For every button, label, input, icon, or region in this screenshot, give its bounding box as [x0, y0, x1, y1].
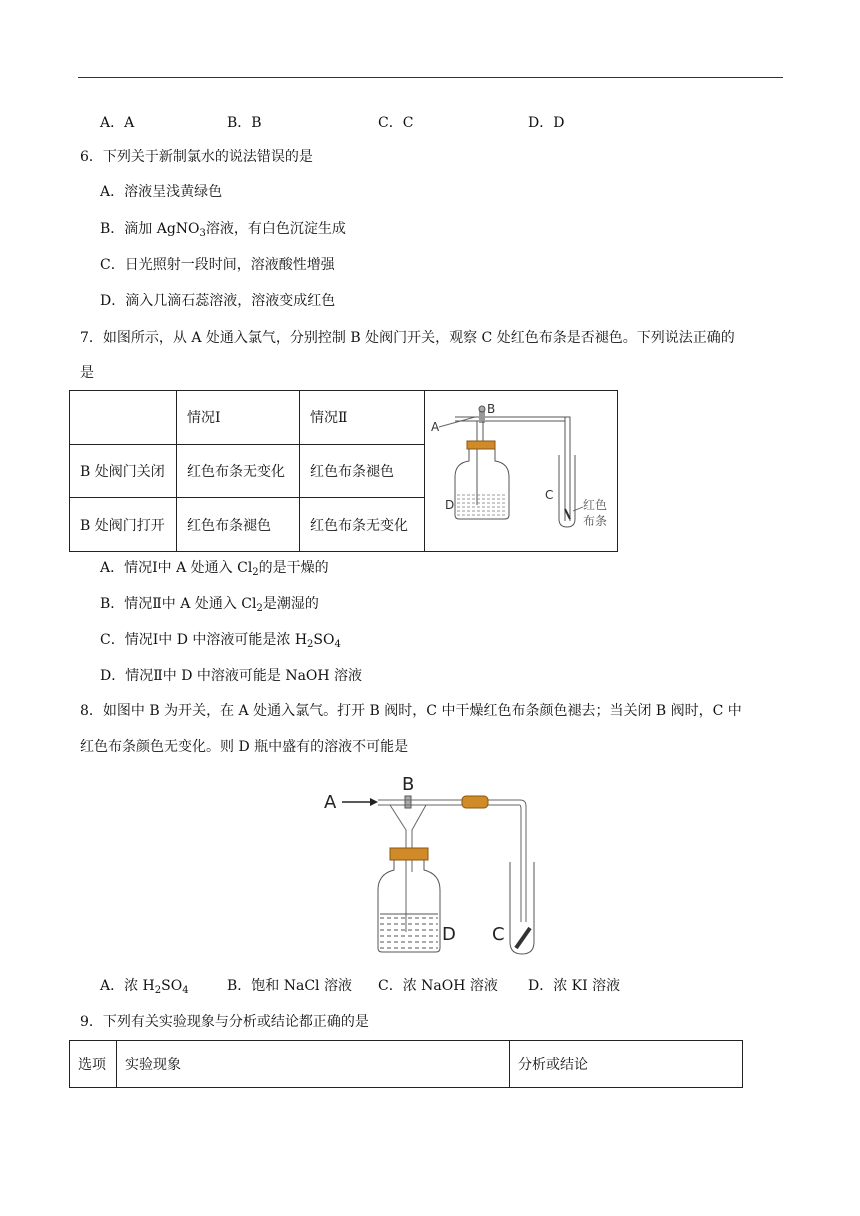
q6-option-c: C．日光照射一段时间，溶液酸性增强 — [100, 257, 335, 273]
q7-stem-line2: 是 — [80, 365, 94, 381]
q5-option-b: B．B — [227, 115, 262, 131]
q8-option-a: A．浓 $H_2SO_4$ — [100, 978, 189, 996]
q8-label-a: A — [324, 792, 337, 813]
q6-option-a: A．溶液呈浅黄绿色 — [100, 184, 223, 200]
q7-option-b: B．情况Ⅱ中 A 处通入 $Cl_2$是潮湿的 — [100, 596, 319, 614]
q7-label-cloth: 布条 — [583, 514, 608, 528]
q5-option-a: A．A — [100, 115, 135, 131]
q7-row2-case2: 红色布条无变化 — [300, 498, 425, 552]
q9-header-option: 选项 — [70, 1041, 117, 1088]
q9-header-phenomenon: 实验现象 — [117, 1041, 510, 1088]
q7-table — [69, 390, 618, 552]
q7-apparatus-figure — [425, 391, 617, 547]
q7-option-a: A．情况Ⅰ中 A 处通入 $Cl_2$的是干燥的 — [100, 560, 329, 578]
q6-option-d: D．滴入几滴石蕊溶液，溶液变成红色 — [100, 293, 336, 309]
q7-stem-line1: 7．如图所示，从 A 处通入氯气，分别控制 B 处阀门开关，观察 C 处红色布条是否褪色。下列说法正确的 — [80, 330, 735, 346]
q7-table-header-case1: 情况Ⅰ — [177, 391, 300, 445]
q7-label-a: A — [431, 420, 440, 434]
q8-label-b: B — [402, 774, 415, 795]
q7-figure-cell — [425, 391, 618, 552]
q7-row2-condition: B 处阀门打开 — [70, 498, 177, 552]
q7-label-red: 红色 — [583, 498, 608, 512]
q7-table-header-empty — [70, 391, 177, 445]
q7-row1-condition: B 处阀门关闭 — [70, 444, 177, 498]
q7-table-header-case2: 情况Ⅱ — [300, 391, 425, 445]
q8-option-d: D．浓 KI 溶液 — [528, 978, 621, 994]
q9-header-conclusion: 分析或结论 — [510, 1041, 743, 1088]
q7-label-d: D — [445, 498, 455, 512]
q8-label-d: D — [442, 924, 456, 945]
q9-stem: 9．下列有关实验现象与分析或结论都正确的是 — [80, 1014, 369, 1030]
q8-option-c: C．浓 NaOH 溶液 — [378, 978, 498, 994]
q5-option-d: D．D — [528, 115, 565, 131]
q8-option-b: B．饱和 NaCl 溶液 — [227, 978, 352, 994]
q7-row1-case2: 红色布条褪色 — [300, 444, 425, 498]
q8-apparatus-figure — [320, 772, 550, 960]
q8-stem-line2: 红色布条颜色无变化。则 D 瓶中盛有的溶液不可能是 — [80, 739, 409, 755]
q6-option-b: B．滴加 AgNO$_3$溶液，有白色沉淀生成 — [100, 221, 346, 239]
q7-row1-case1: 红色布条无变化 — [177, 444, 300, 498]
q7-option-c: C．情况Ⅰ中 D 中溶液可能是浓 $H_2SO_4$ — [100, 632, 341, 650]
q7-label-b: B — [487, 402, 496, 416]
q7-label-c: C — [545, 488, 554, 502]
q7-option-d: D．情况Ⅱ中 D 中溶液可能是 NaOH 溶液 — [100, 668, 363, 684]
q5-option-c: C．C — [378, 115, 414, 131]
q8-label-c: C — [492, 924, 505, 945]
q8-stem-line1: 8．如图中 B 为开关，在 A 处通入氯气。打开 B 阀时，C 中干燥红色布条颜色褪去；当关闭 B 阀时，C 中 — [80, 703, 742, 719]
q6-stem: 6．下列关于新制氯水的说法错误的是 — [80, 149, 313, 165]
header-rule — [78, 77, 783, 78]
q9-table — [69, 1040, 743, 1088]
q7-row2-case1: 红色布条褪色 — [177, 498, 300, 552]
